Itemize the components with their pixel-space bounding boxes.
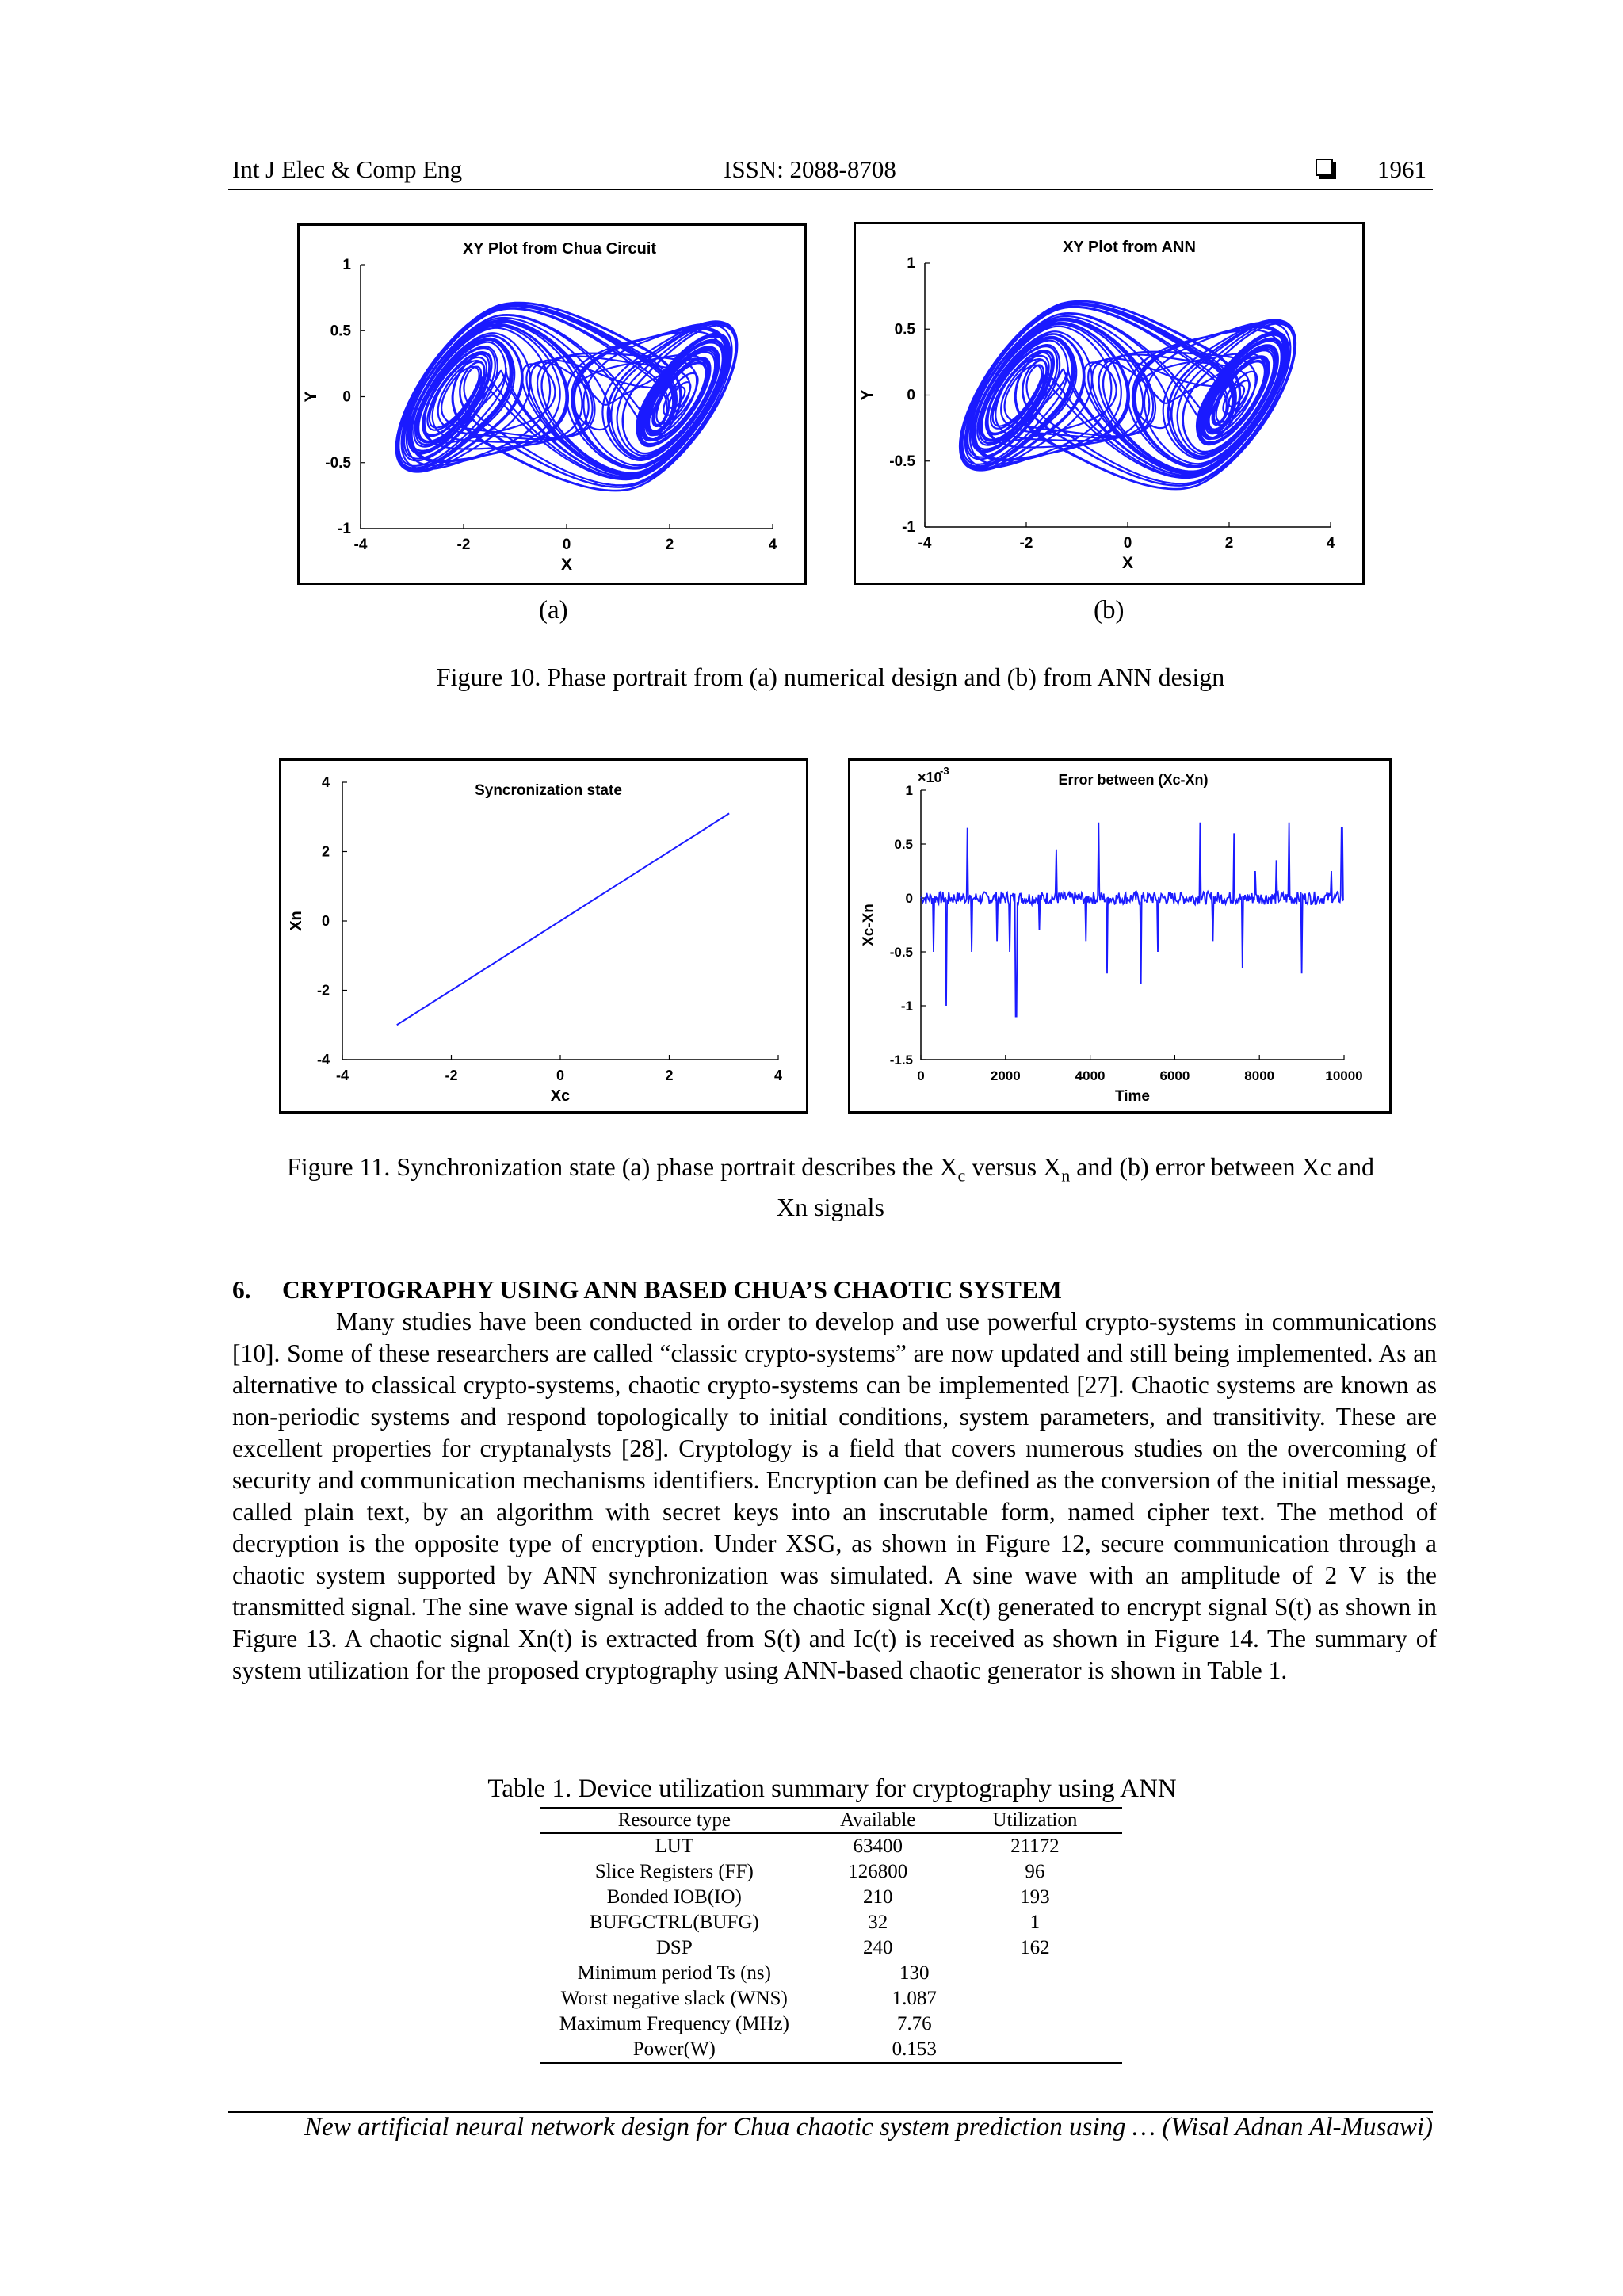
table-summary-row bbox=[540, 2011, 1122, 2037]
x-tick-label: 10000 bbox=[1325, 1068, 1363, 1083]
x-tick-label: 0 bbox=[917, 1068, 925, 1083]
table-cell: 240 bbox=[862, 1937, 893, 1958]
table-cell: 162 bbox=[1020, 1937, 1050, 1958]
y-tick-label: 0 bbox=[321, 913, 330, 929]
table-row bbox=[540, 1935, 1122, 1961]
table-cell: 21172 bbox=[1010, 1836, 1060, 1857]
table-summary-row bbox=[540, 1986, 1122, 2011]
x-tick-label: -2 bbox=[456, 537, 471, 553]
chart-title: Syncronization state bbox=[475, 782, 622, 799]
table-summary-row bbox=[540, 2037, 1122, 2063]
y-tick-label: 1 bbox=[907, 255, 915, 272]
fig11-caption-part3: and (b) error between Xc and bbox=[1070, 1152, 1374, 1181]
y-tick-label: -4 bbox=[316, 1052, 330, 1068]
y-axis-label: Y bbox=[302, 391, 320, 403]
table1-caption: Table 1. Device utilization summary for cryptography using ANN bbox=[487, 1775, 1177, 1803]
footer-text: New artificial neural network design for Chua chaotic system prediction using … (Wisal Adnan Al-Musawi) bbox=[304, 2113, 1433, 2141]
issn: ISSN: 2088-8708 bbox=[724, 155, 896, 183]
journal-name: Int J Elec & Comp Eng bbox=[232, 155, 463, 183]
table-cell: Bonded IOB(IO) bbox=[606, 1886, 742, 1908]
section-paragraph: Many studies have been conducted in order to develop and use powerful crypto-systems in communications [10]. Some of these researchers are called “classic crypto-systems” are now updated and still being implemented. As an alternative to classical crypto-systems, chaotic crypto-systems can be implemented [27]. Chaotic systems are known as non-periodic systems and respond topologically to initial conditions, system parameters, and transitivity. These are excellent properties for cryptanalysts [28]. Cryptology is a field that covers numerous studies on the overcoming of security and communication mechanisms identifiers. Encryption can be defined as the conversion of the initial message, called plain text, by an algorithm with secret keys into an inscrutable form, named cipher text. The method of decryption is the opposite type of encryption. Under XSG, as shown in Figure 12, secure communication through a chaotic system supported by ANN synchronization was simulated. A sine wave with an amplitude of 2 V is the transmitted signal. The sine wave signal is added to the chaotic signal Xc(t) generated to encrypt signal S(t) as shown in Figure 13. A chaotic signal Xn(t) is extracted from S(t) and Ic(t) is received as shown in Figure 14. The summary of system utilization for the proposed cryptography using ANN-based chaotic generator is shown in Table 1. bbox=[232, 1308, 1437, 1684]
y-tick-label: 0.5 bbox=[330, 323, 351, 340]
x-axis-label: Time bbox=[1114, 1088, 1151, 1105]
fig10-label-a: (a) bbox=[539, 596, 568, 625]
x-tick-label: 0 bbox=[562, 537, 571, 553]
x-tick-label: -4 bbox=[918, 535, 932, 552]
table-row bbox=[540, 1859, 1122, 1885]
y-tick-label: 1 bbox=[905, 783, 913, 798]
x-tick-label: -2 bbox=[445, 1068, 458, 1083]
y-axis-label: Xc-Xn bbox=[861, 904, 877, 946]
table-cell: 1.087 bbox=[892, 1988, 937, 2009]
table-cell: 0.153 bbox=[808, 2037, 1122, 2063]
x-tick-label: 6000 bbox=[1159, 1068, 1190, 1083]
table-summary-row bbox=[540, 1961, 1122, 1986]
x-tick-label: 4 bbox=[773, 1068, 783, 1083]
header-rule bbox=[228, 189, 1433, 190]
y-tick-label: 0.5 bbox=[894, 321, 915, 338]
table-cell: Slice Registers (FF) bbox=[594, 1861, 754, 1882]
y-axis-label: Y bbox=[858, 389, 876, 401]
exponent-label: ×10 bbox=[918, 770, 942, 785]
table-row bbox=[540, 1833, 1122, 1859]
x-tick-label: 2 bbox=[1224, 535, 1234, 552]
x-tick-label: 4 bbox=[1326, 535, 1335, 552]
y-tick-label: 2 bbox=[321, 843, 330, 860]
fig11-caption-line2: Xn signals bbox=[777, 1193, 884, 1222]
y-tick-label: 0 bbox=[905, 891, 913, 906]
y-tick-label: -0.5 bbox=[325, 454, 351, 472]
x-axis-label: Xc bbox=[550, 1087, 571, 1105]
y-axis-label: Xn bbox=[288, 911, 305, 931]
x-tick-label: 4 bbox=[768, 537, 777, 553]
x-tick-label: 2000 bbox=[990, 1068, 1021, 1083]
chart-title: Error between (Xc-Xn) bbox=[1058, 772, 1209, 788]
chart-error bbox=[848, 758, 1392, 1114]
table-cell: BUFGCTRL(BUFG) bbox=[589, 1912, 759, 1933]
chart-chua-xy bbox=[297, 223, 807, 585]
fig11-caption-part1: Figure 11. Synchronization state (a) phase portrait describes the X bbox=[286, 1152, 958, 1181]
table-cell: Worst negative slack (WNS) bbox=[560, 1988, 788, 2009]
fig11-caption-sub1: c bbox=[957, 1165, 966, 1186]
x-axis-label: X bbox=[560, 556, 573, 574]
table-cell: Minimum period Ts (ns) bbox=[577, 1962, 771, 1984]
table-cell: 130 bbox=[899, 1962, 930, 1984]
table-cell: 32 bbox=[868, 1912, 888, 1933]
y-tick-label: -2 bbox=[316, 982, 330, 999]
y-tick-label: -1 bbox=[900, 999, 913, 1014]
x-tick-label: 0 bbox=[1123, 535, 1132, 552]
y-tick-label: 0.5 bbox=[894, 837, 913, 852]
table-cell: Power(W) bbox=[540, 2037, 808, 2063]
table-cell: 1 bbox=[1029, 1912, 1041, 1933]
figure10-caption: Figure 10. Phase portrait from (a) numerical design and (b) from ANN design bbox=[436, 663, 1225, 691]
chart-ann-xy bbox=[854, 222, 1365, 585]
y-tick-label: -1 bbox=[338, 521, 351, 537]
col-header-available: Available bbox=[808, 1808, 948, 1833]
x-axis-label: X bbox=[1121, 554, 1134, 572]
x-tick-label: -4 bbox=[335, 1068, 349, 1083]
table-cell: 126800 bbox=[848, 1861, 908, 1882]
x-tick-label: -4 bbox=[353, 537, 368, 553]
y-tick-label: -1 bbox=[902, 519, 915, 536]
col-header-resource: Resource type bbox=[540, 1808, 808, 1833]
chart-title: XY Plot from Chua Circuit bbox=[462, 240, 657, 258]
fig10-label-b: (b) bbox=[1094, 596, 1125, 625]
exponent-value: -3 bbox=[940, 765, 949, 777]
y-tick-label: 0 bbox=[907, 387, 915, 404]
table-cell: DSP bbox=[655, 1937, 693, 1958]
x-tick-label: 0 bbox=[556, 1068, 565, 1083]
x-tick-label: -2 bbox=[1019, 535, 1033, 552]
utilization-table bbox=[540, 1807, 1122, 2064]
table-cell: LUT bbox=[655, 1836, 694, 1857]
chart-title: XY Plot from ANN bbox=[1063, 239, 1196, 256]
table-cell: 63400 bbox=[853, 1836, 903, 1857]
x-tick-label: 4000 bbox=[1075, 1068, 1106, 1083]
table-cell: 7.76 bbox=[896, 2013, 932, 2034]
page-box-icon bbox=[1316, 159, 1333, 176]
table-cell: 210 bbox=[862, 1886, 893, 1908]
table-cell: 193 bbox=[1020, 1886, 1050, 1908]
y-tick-label: -1.5 bbox=[889, 1052, 913, 1068]
figure11-caption bbox=[228, 1151, 1433, 1223]
col-header-utilization: Utilization bbox=[948, 1808, 1122, 1833]
y-tick-label: 0 bbox=[342, 388, 351, 406]
page-number: 1961 bbox=[1377, 155, 1426, 183]
chart-sync-state bbox=[279, 758, 808, 1114]
table-cell: Maximum Frequency (MHz) bbox=[559, 2013, 789, 2034]
y-tick-label: 1 bbox=[342, 257, 351, 273]
fig11-caption-sub2: n bbox=[1061, 1165, 1071, 1186]
y-tick-label: -0.5 bbox=[889, 945, 913, 960]
table-header-row bbox=[540, 1808, 1122, 1833]
table-row bbox=[540, 1910, 1122, 1935]
y-tick-label: -0.5 bbox=[889, 453, 915, 470]
section-heading: 6. CRYPTOGRAPHY USING ANN BASED CHUA’S CHAOTIC SYSTEM bbox=[232, 1276, 1062, 1304]
table-cell: 96 bbox=[1025, 1861, 1045, 1882]
x-tick-label: 2 bbox=[665, 537, 674, 553]
table-row bbox=[540, 1885, 1122, 1910]
fig11-caption-part2: versus X bbox=[965, 1152, 1062, 1181]
x-tick-label: 2 bbox=[665, 1068, 674, 1083]
x-tick-label: 8000 bbox=[1244, 1068, 1275, 1083]
y-tick-label: 4 bbox=[321, 774, 330, 790]
